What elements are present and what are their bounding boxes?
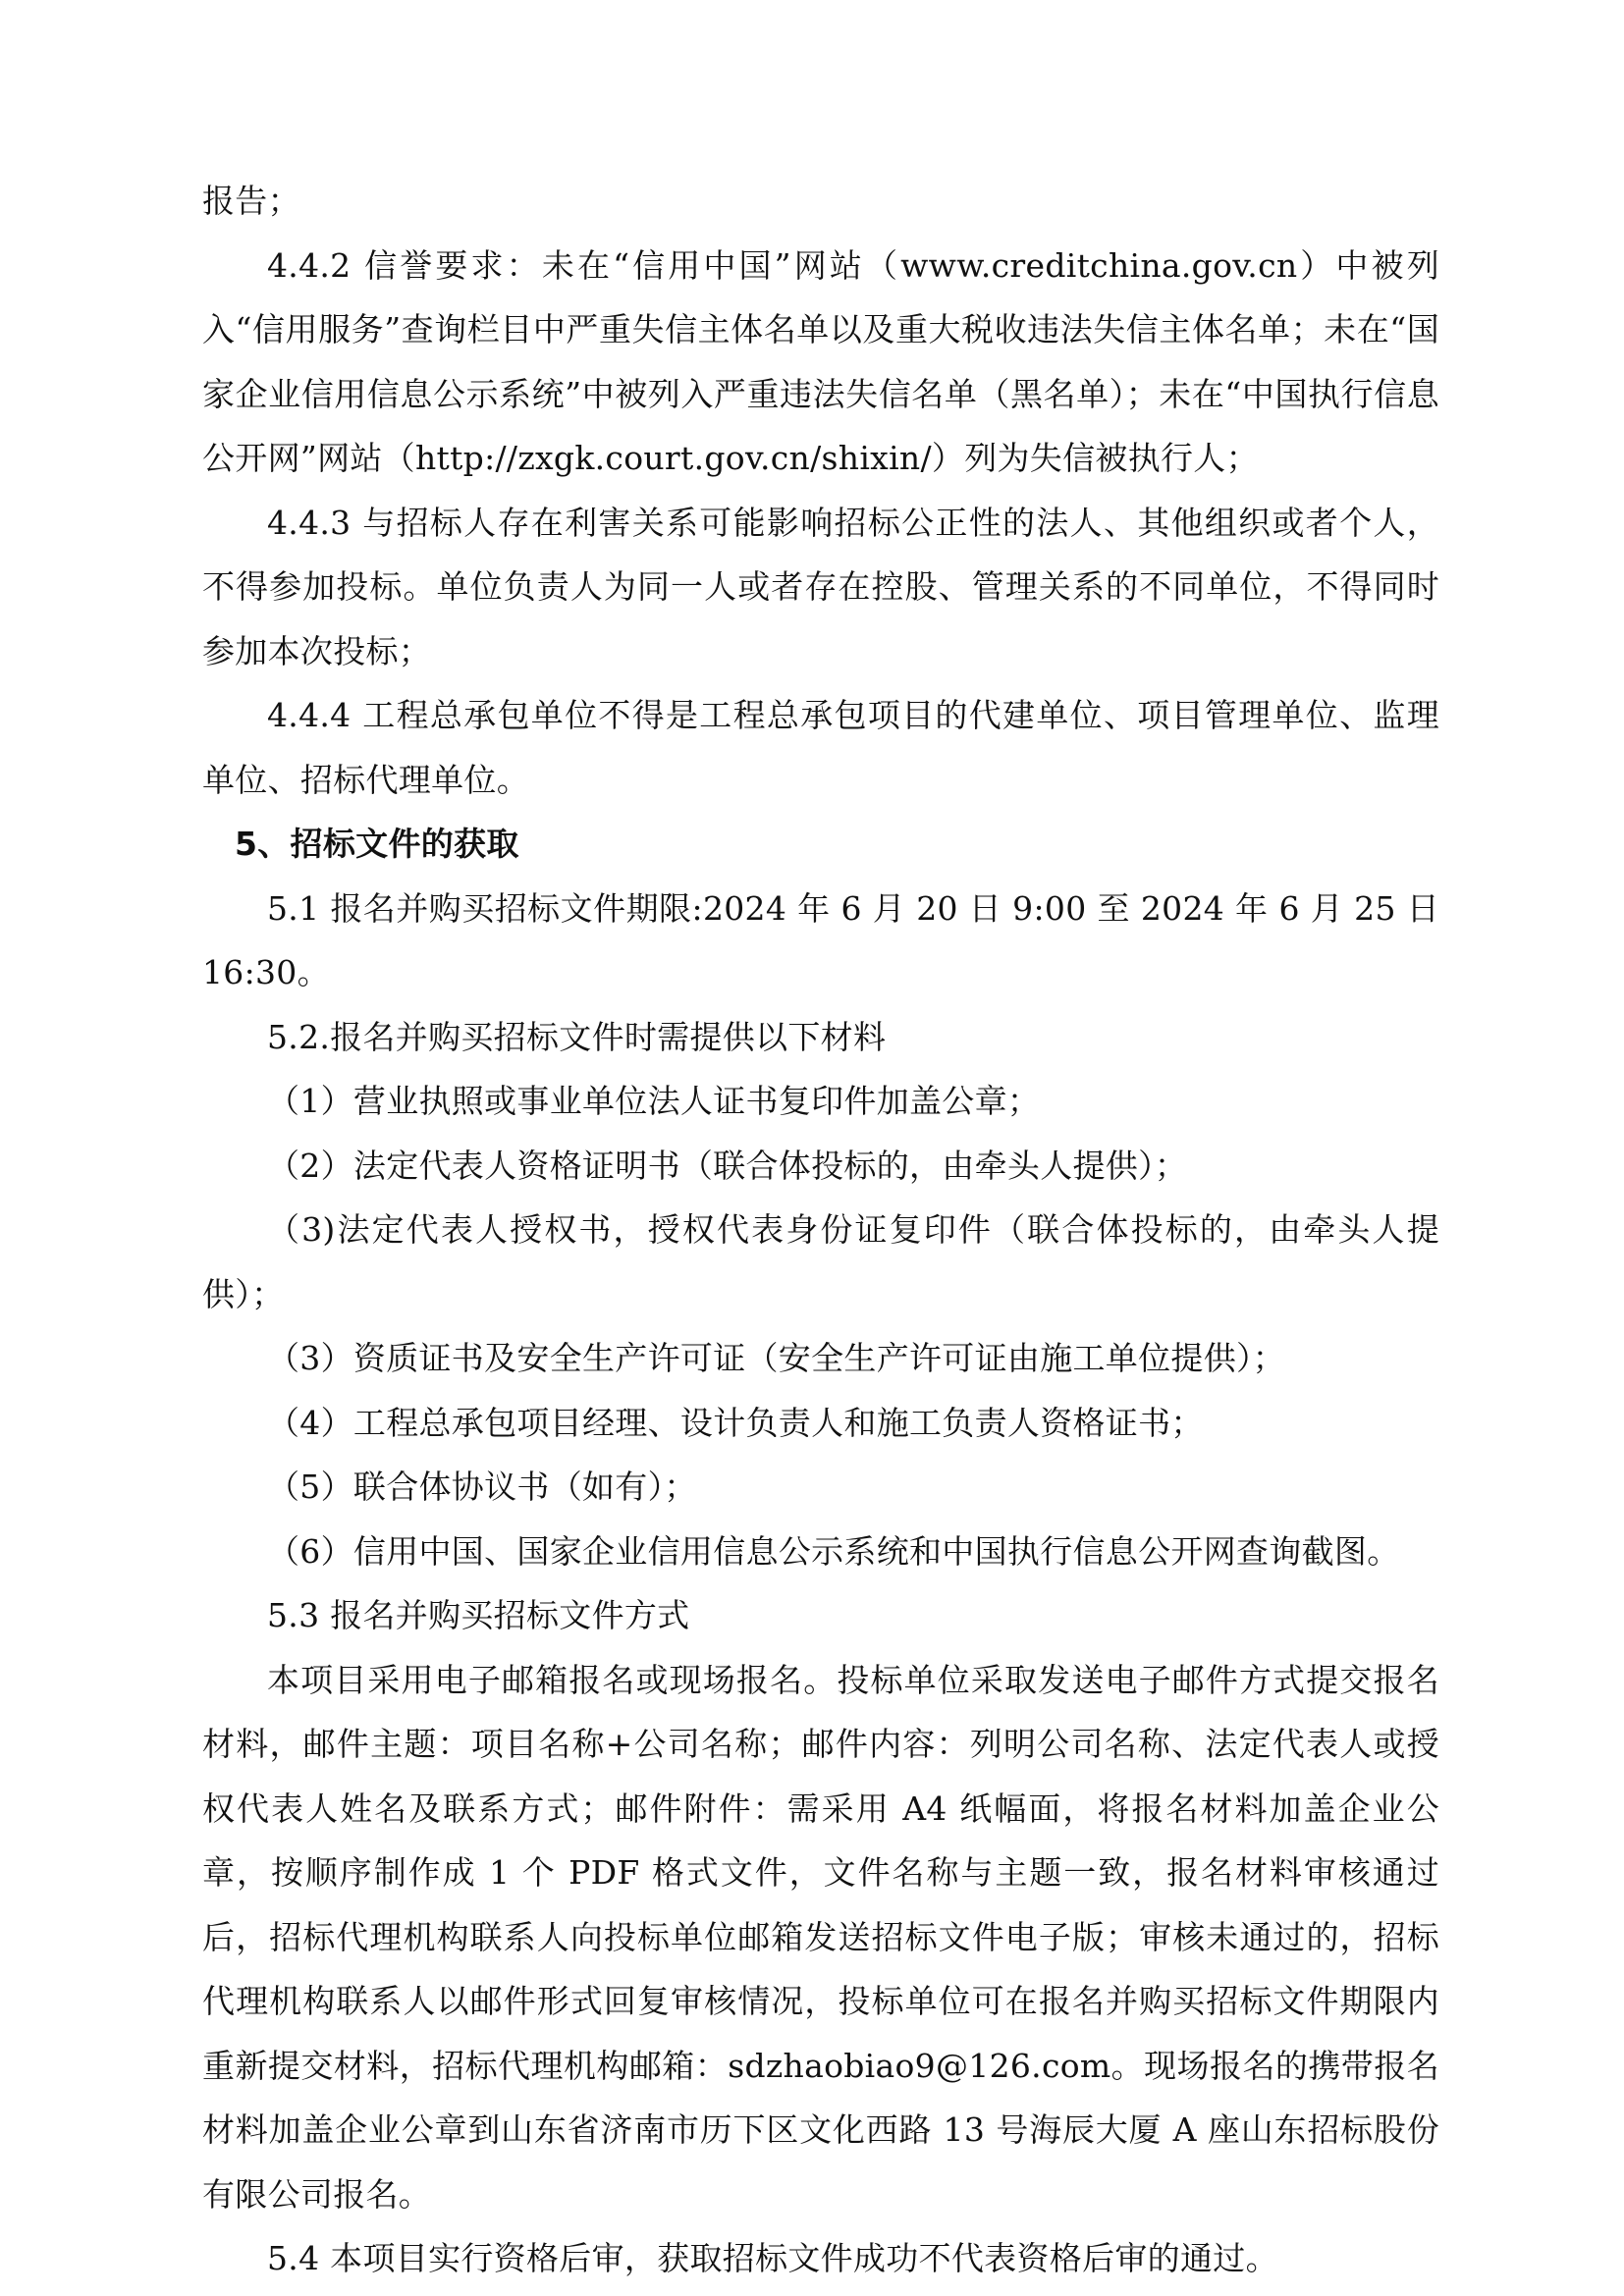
list-item-business-license: （1）营业执照或事业单位法人证书复印件加盖公章；	[267, 1082, 1041, 1120]
document-page	[202, 169, 1439, 2291]
list-item-authorization-letter: （3)法定代表人授权书，授权代表身份证复印件（联合体投标的，由牵头人提供）；	[202, 1210, 1439, 1313]
paragraph-report-end: 报告；	[202, 182, 300, 220]
paragraph-5-4-post-qualification: 5.4 本项目实行资格后审，获取招标文件成功不代表资格后审的通过。	[267, 2239, 1278, 2277]
list-item-consortium-agreement: （5）联合体协议书（如有）；	[267, 1468, 697, 1506]
list-item-credit-screenshots: （6）信用中国、国家企业信用信息公示系统和中国执行信息公开网查询截图。	[267, 1531, 1400, 1571]
paragraph-5-2-required-materials: 5.2.报名并购买招标文件时需提供以下材料	[267, 1017, 887, 1056]
list-item-manager-certificates: （4）工程总承包项目经理、设计负责人和施工负责人资格证书；	[267, 1403, 1204, 1442]
paragraph-4-4-4-contractor-restriction: 4.4.4 工程总承包单位不得是工程总承包项目的代建单位、项目管理单位、监理单位、招标代理单位。	[202, 696, 1439, 799]
paragraph-4-4-3-conflict-of-interest: 4.4.3 与招标人存在利害关系可能影响招标公正性的法人、其他组织或者个人，不得参加投标。单位负责人为同一人或者存在控股、管理关系的不同单位，不得同时参加本次投标；	[202, 503, 1439, 670]
paragraph-5-1-purchase-period: 5.1 报名并购买招标文件期限:2024 年 6 月 20 日 9:00 至 2024 年 6 月 25 日 16:30。	[202, 888, 1439, 991]
section-5-heading: 5、招标文件的获取	[235, 825, 519, 863]
list-item-legal-rep-certificate: （2）法定代表人资格证明书（联合体投标的，由牵头人提供）；	[267, 1146, 1188, 1185]
paragraph-5-3-purchase-method: 5.3 报名并购买招标文件方式	[267, 1596, 690, 1634]
list-item-qualification-certificate: （3）资质证书及安全生产许可证（安全生产许可证由施工单位提供）；	[267, 1339, 1286, 1377]
paragraph-4-4-2-credit-requirements: 4.4.2 信誉要求：未在“信用中国”网站（www.creditchina.gov.cn）中被列入“信用服务”查询栏目中严重失信主体名单以及重大税收违法失信主体名单；未在“国家企业信用信息公示系统”中被列入严重违法失信名单（黑名单）；未在“中国执行信息公开网”网站（http://zxgk.court.gov.cn/shixin/）列为失信被执行人；	[202, 245, 1439, 477]
paragraph-registration-details: 本项目采用电子邮箱报名或现场报名。投标单位采取发送电子邮件方式提交报名材料，邮件主题：项目名称+公司名称；邮件内容：列明公司名称、法定代表人或授权代表人姓名及联系方式；邮件附件：需采用 A4 纸幅面，将报名材料加盖企业公章，按顺序制作成 1 个 PDF 格式文件，文件名称与主题一致，报名材料审核通过后，招标代理机构联系人向投标单位邮箱发送招标文件电子版；审核未通过的，招标代理机构联系人以邮件形式回复审核情况，投标单位可在报名并购买招标文件期限内重新提交材料，招标代理机构邮箱：sdzhaobiao9@126.com。现场报名的携带报名材料加盖企业公章到山东省济南市历下区文化西路 13 号海辰大厦 A 座山东招标股份有限公司报名。	[202, 1660, 1439, 2214]
